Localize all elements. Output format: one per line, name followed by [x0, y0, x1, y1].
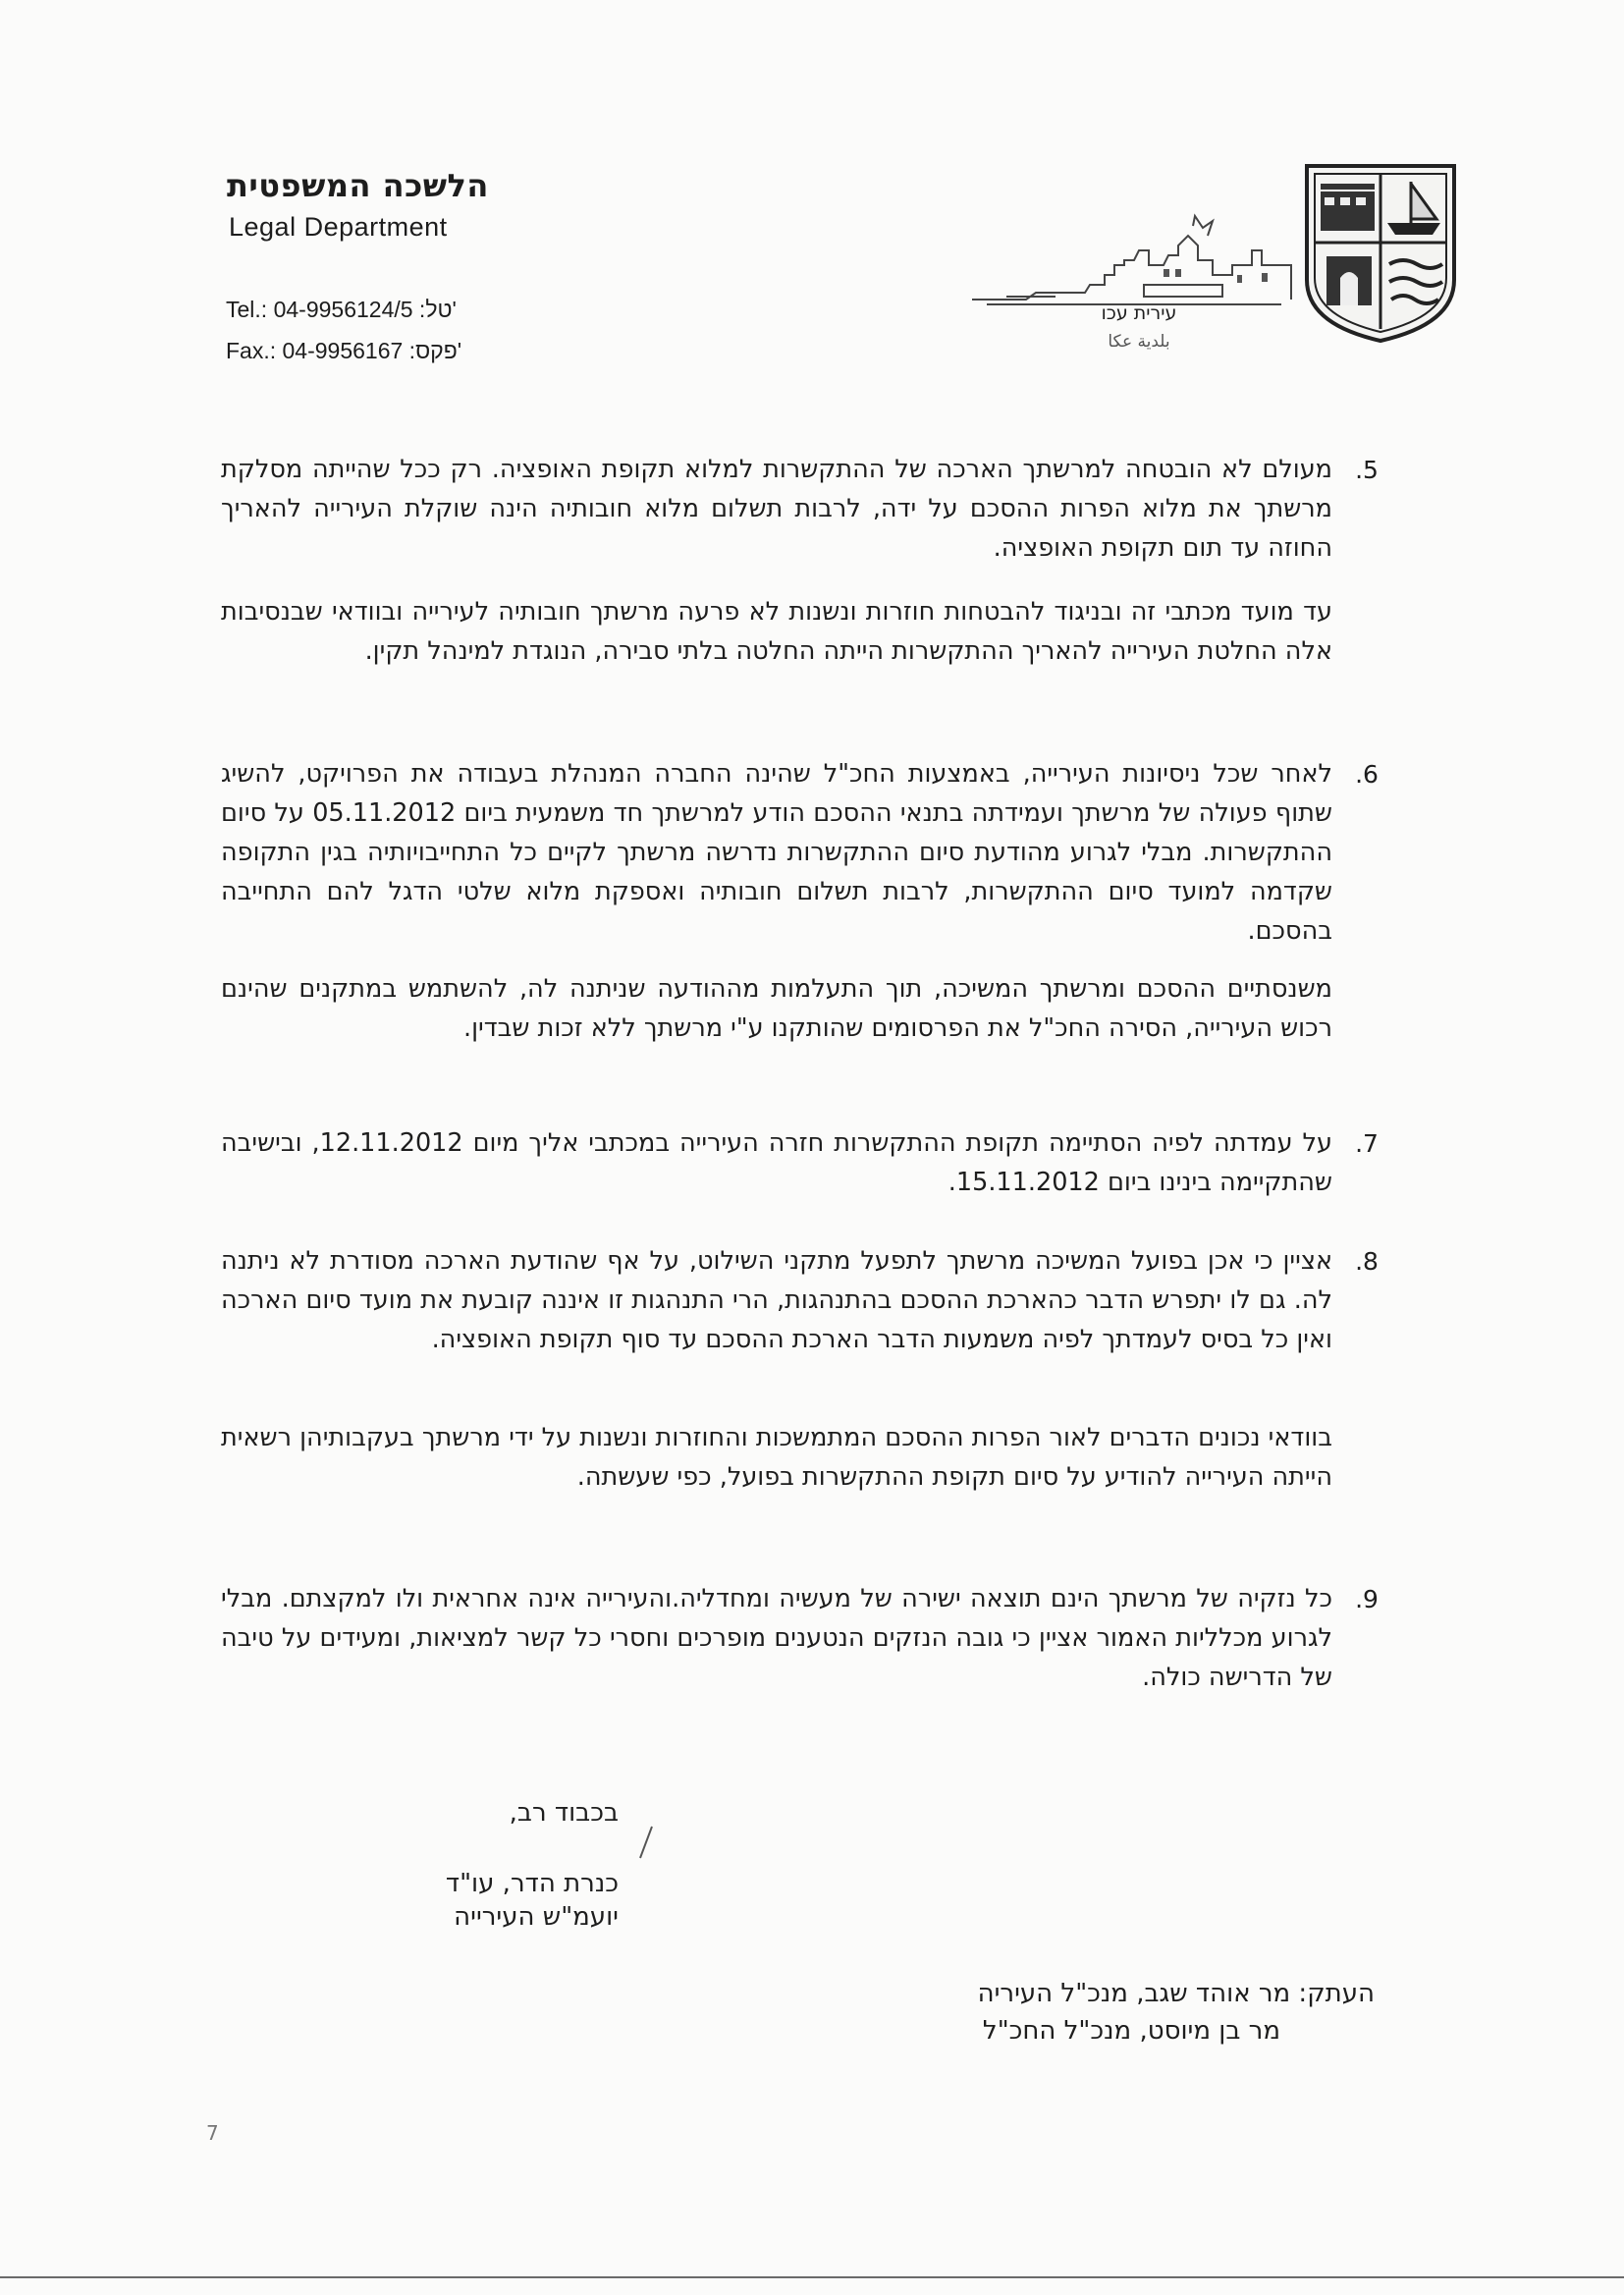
- page-bottom-edge: [0, 2276, 1624, 2278]
- department-title-hebrew: הלשכה המשפטית: [227, 167, 489, 204]
- city-name-arabic: بلدية عكا: [1108, 332, 1170, 352]
- page-mark: 7: [206, 2121, 219, 2145]
- city-skyline-icon: [967, 206, 1301, 314]
- section-paragraph: על עמדתה לפיה הסתיימה תקופת ההתקשרות חזרה העירייה במכתבי אליך מיום 12.11.2012, ובישיבה שהתקיימה בינינו ביום 15.11.2012.: [221, 1128, 1332, 1197]
- section-paragraph: משנסתיים ההסכם ומרשתך המשיכה, תוך התעלמות מההודעה שניתנה לה, להשתמש במתקנים שהינם רכוש העירייה, הסירה החכ"ל את הפרסומים שהותקנו ע"י מרשתך ללא זכות שבדין.: [221, 974, 1332, 1043]
- fax-line: Fax.: 04-9956167 :פקס': [226, 338, 462, 363]
- telephone-line: Tel.: 04-9956124/5 :טל': [226, 297, 457, 322]
- section-paragraph: אציין כי אכן בפועל המשיכה מרשתך לתפעל מתקני השילוט, על אף שהודעת הארכה מסודרת לא ניתנה לה. גם לו יתפרש הדבר כהארכת ההסכם בהתנהגות, הרי התנהגות זו איננה קובעת את מועד סיום הארכה ואין כל בסיס לעמדתך לפיה משמעות הדבר הארכת ההסכם עד סוף תקופת האופציה.: [221, 1246, 1332, 1354]
- cc-line-1: העתק: מר אוהד שגב, מנכ"ל העיריה: [977, 1979, 1375, 2008]
- cc-line-2: מר בן מיוסט, מנכ"ל החכ"ל: [982, 2016, 1280, 2046]
- section-number: .9: [1355, 1585, 1379, 1613]
- department-title-english: Legal Department: [229, 212, 448, 242]
- section-paragraph: כל נזקיה של מרשתך הינם תוצאה ישירה של מעשיה ומחדליה.והעירייה אינה אחראית ולו למקצתם. מבלי לגרוע מכלליות האמור אציין כי גובה הנזקים הנטענים מופרכים וחסרי כל קשר למציאות, ומעידים על טיבה של הדרישה כולה.: [221, 1584, 1332, 1692]
- pen-stroke-mark: [636, 1825, 656, 1862]
- section-number: .8: [1355, 1247, 1379, 1276]
- section-number: .6: [1355, 760, 1379, 789]
- section-paragraph: מעולם לא הובטחה למרשתך הארכה של ההתקשרות למלוא תקופת האופציה. רק ככל שהייתה מסלקת מרשתך את מלוא הפרות ההסכם על ידה, לרבות תשלום מלוא חובותיה הינה שוקלת העירייה להאריך החוזה עד תום תקופת האופציה.: [221, 455, 1332, 563]
- section-number: .5: [1355, 456, 1379, 484]
- signer-name: כנרת הדר, עו"ד: [445, 1869, 619, 1898]
- section-paragraph: עד מועד מכתבי זה ובניגוד להבטחות חוזרות ונשנות לא פרעה מרשתך חובותיה לעירייה ובוודאי שבנסיבות אלה החלטת העירייה להאריך ההתקשרות הייתה החלטה בלתי סבירה, הנוגדת למינהל תקין.: [221, 597, 1332, 666]
- city-name-hebrew: עירית עכו: [1101, 302, 1177, 324]
- closing-regards: בכבוד רב,: [509, 1798, 619, 1828]
- section-number: .7: [1355, 1129, 1379, 1158]
- signer-title: יועמ"ש העירייה: [454, 1902, 619, 1932]
- section-paragraph: בוודאי נכונים הדברים לאור הפרות ההסכם המתמשכות והחוזרות ונשנות על ידי מרשתך בעקבותיהן רשאית הייתה העירייה להודיע על סיום תקופת ההתקשרות בפועל, כפי שעשתה.: [221, 1423, 1332, 1492]
- city-shield-icon: [1301, 162, 1460, 344]
- section-paragraph: לאחר שכל ניסיונות העירייה, באמצעות החכ"ל שהינה החברה המנהלת בעבודה את הפרויקט, להשיג שתוף פעולה של מרשתך ועמידתה בתנאי ההסכם הודע למרשתך חד משמעית ביום 05.11.2012 על סיום ההתקשרות. מבלי לגרוע מהודעת סיום ההתקשרות נדרשה מרשתך לקיים כל התחייבויותיה בגין התקופה שקדמה למועד סיום ההתקשרות, לרבות תשלום חובותיה ואספקת מלוא שלטי הדגל להם התחייבה בהסכם.: [221, 759, 1332, 946]
